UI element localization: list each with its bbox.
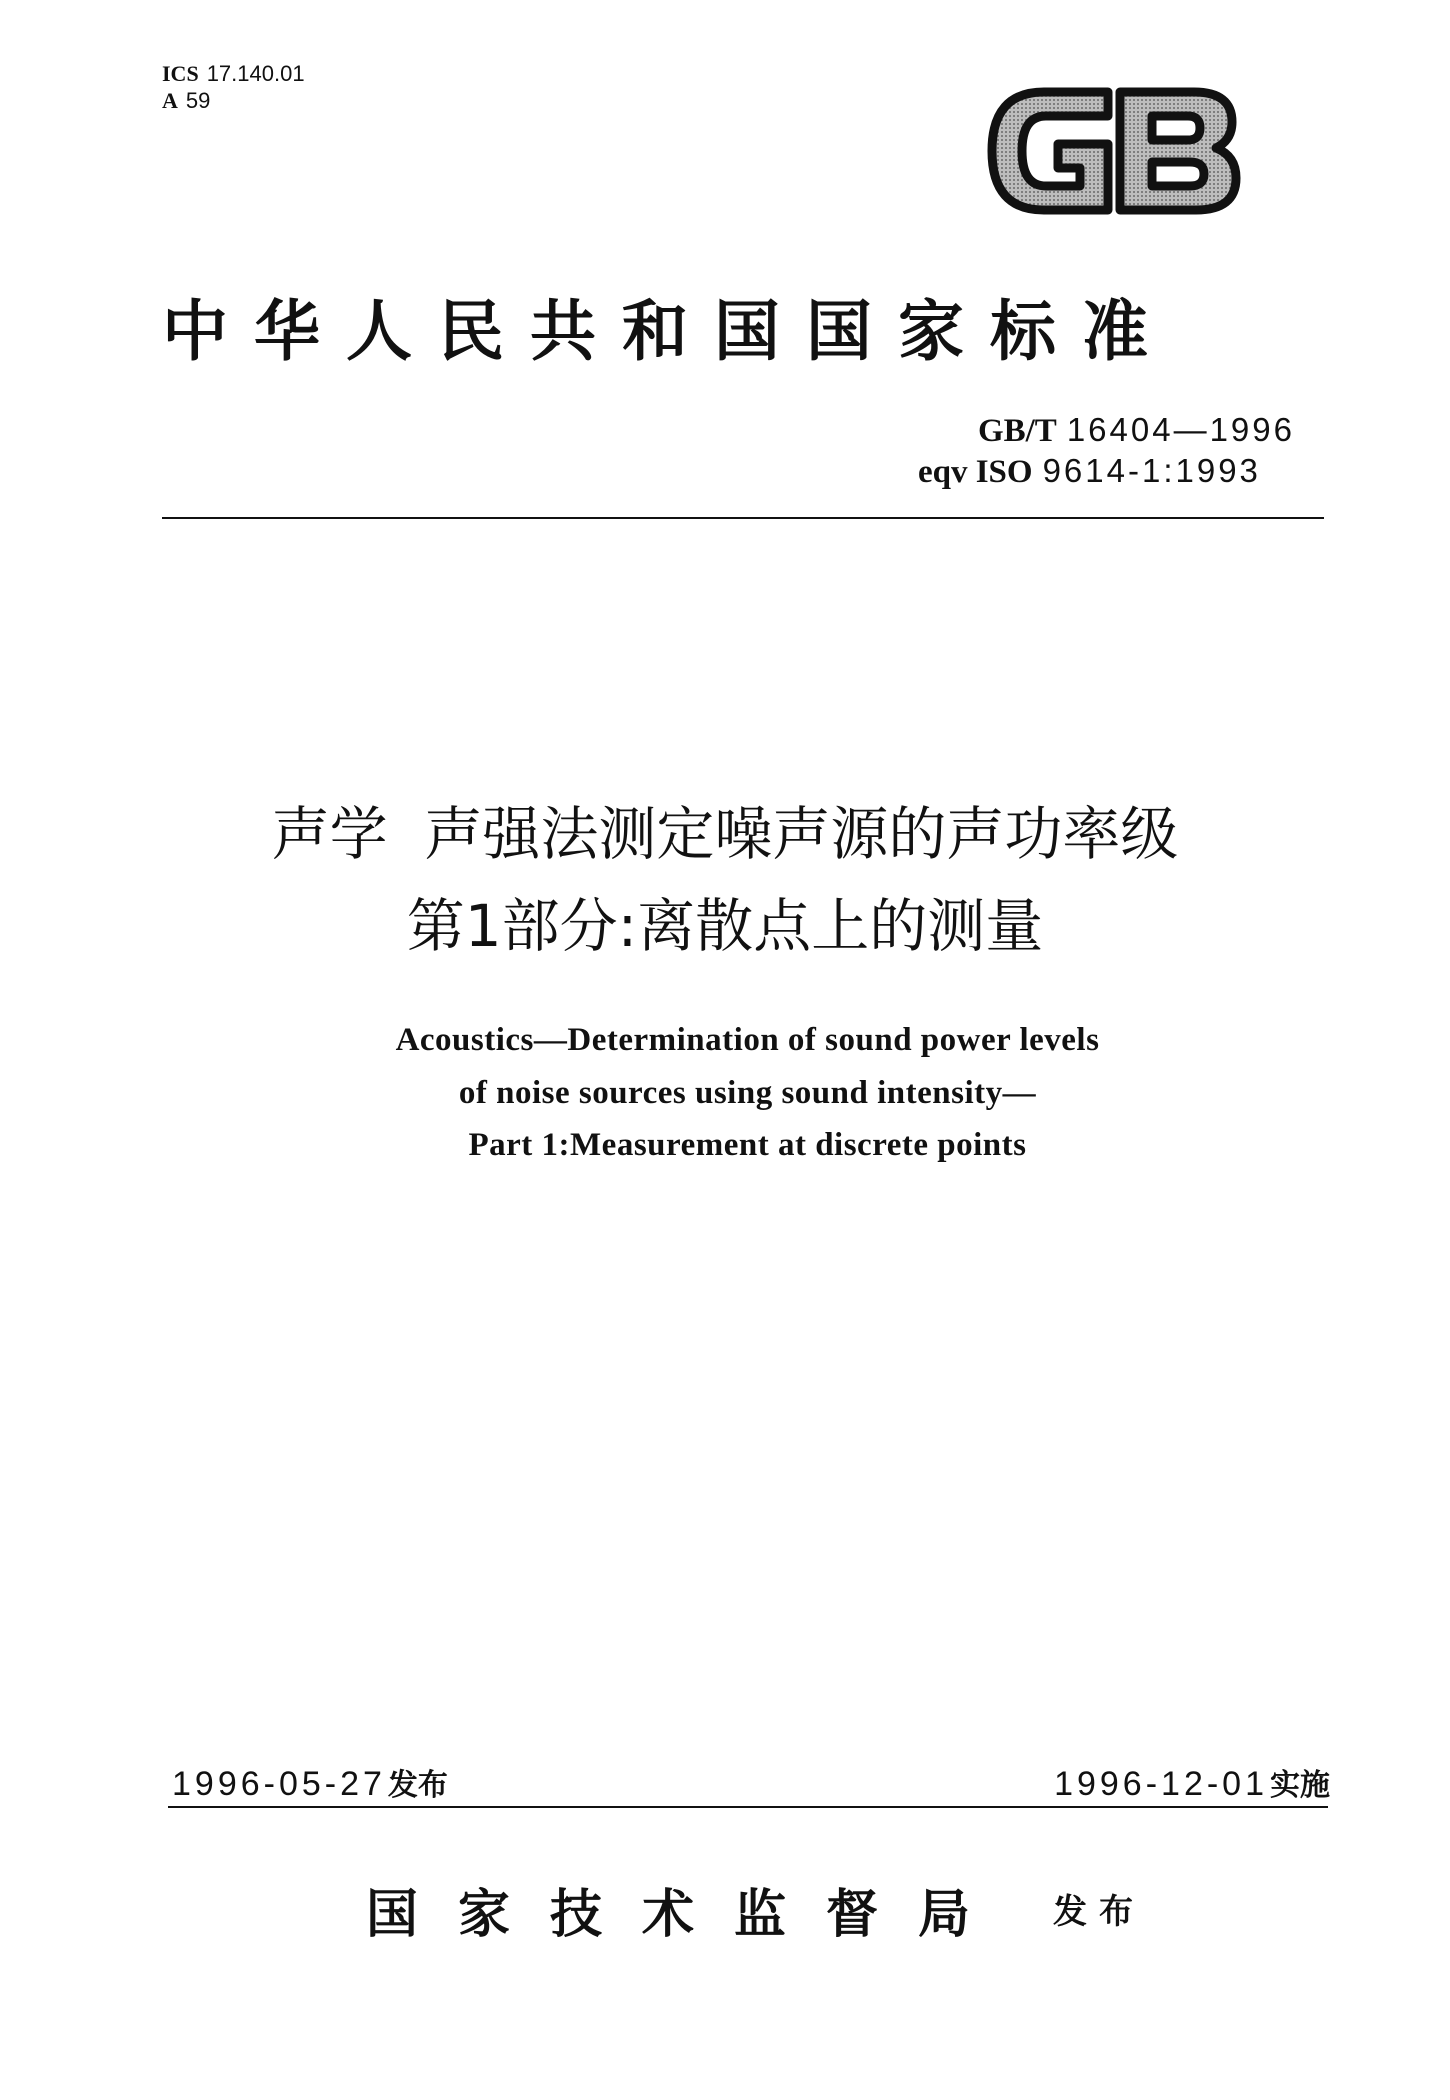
english-title-line-3: Part 1:Measurement at discrete points (468, 1127, 1027, 1163)
implement-date (1054, 1760, 1330, 1804)
implement-word: 实施 (1270, 1768, 1330, 1803)
equivalent-number: 9614-1:1993 (1042, 452, 1261, 489)
standard-number-block (917, 410, 1295, 492)
equivalent-label: eqv ISO (917, 454, 1033, 490)
standard-number: 16404—1996 (1066, 411, 1295, 448)
bottom-divider (168, 1806, 1328, 1808)
gb-logo-icon (984, 82, 1242, 220)
class-row (162, 87, 305, 114)
top-divider (162, 517, 1324, 519)
standard-number-row (978, 410, 1295, 451)
equivalent-row (918, 451, 1295, 492)
national-standard-heading: 中华人民共和国国家标准 (162, 292, 1174, 370)
ics-row (162, 60, 305, 87)
class-key: A (162, 88, 178, 113)
publish-date (172, 1760, 448, 1804)
ics-key: ICS (162, 61, 199, 86)
english-title-line-1: Acoustics—Determination of sound power levels (395, 1022, 1100, 1058)
english-title-line-2: of noise sources using sound intensity— (458, 1075, 1037, 1111)
implement-date-value: 1996-12-01 (1054, 1765, 1268, 1803)
chinese-title-line-2: 第1部分:离散点上的测量 (406, 892, 1044, 960)
publish-word: 发布 (387, 1768, 448, 1803)
issuing-authority: 国家技术监督局 (366, 1884, 1011, 1945)
chinese-title-line-1: 声学 声强法测定噪声源的声功率级 (271, 800, 1179, 868)
classification-codes (162, 60, 305, 114)
issued-word: 发布 (1053, 1892, 1145, 1932)
ics-value: 17.140.01 (206, 61, 305, 86)
publish-date-value: 1996-05-27 (172, 1765, 386, 1803)
class-value: 59 (185, 88, 211, 113)
standard-label: GB/T (977, 413, 1057, 449)
